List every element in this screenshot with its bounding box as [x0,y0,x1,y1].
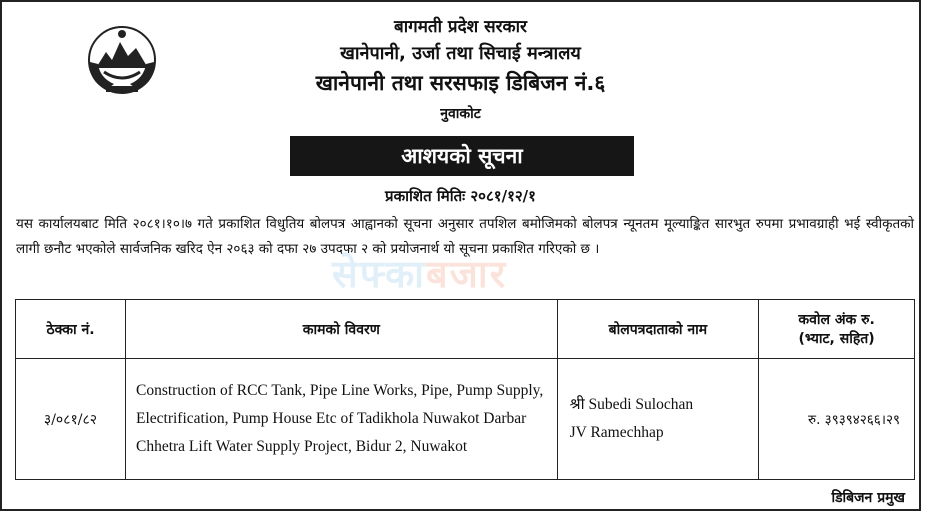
header-bidder: बोलपत्रदाताको नाम [557,300,759,359]
header-amount-line1: कवोल अंक रु. [798,312,875,328]
published-date: प्रकाशित मितिः २०८१/१२/१ [385,187,536,205]
tender-table [15,299,915,480]
notice-body: यस कार्यालयबाट मिति २०८१।१०।७ गते प्रकाशित विधुतिय बोलपत्र आह्वानको सूचना अनुसार तपशिल बमोजिमको बोलपत्र न्यूनतम मूल्याङ्कित सारभुत रुपमा प्रभावग्राही भई स्वीकृतको लागी छनौट भएकोले सार्वजनिक खरिद ऐन २०६३ को दफा २७ उपदफा २ को प्रयोजनार्थ यो सूचना प्रकाशित गरिएको छ । [16,216,914,257]
cell-bidder [557,359,759,480]
watermark-part-1: सेफ्का [332,252,426,296]
signature-title: डिबिजन प्रमुख [831,490,905,506]
cell-bidder-line2: JV Ramechhap [569,424,664,441]
watermark [332,247,507,299]
district-title: नुवाकोट [440,106,481,122]
notice-title-bar: आशयको सूचना [290,136,634,176]
province-government-title: बागमती प्रदेश सरकार [394,17,527,37]
header-amount-line2: (भ्याट, सहित) [798,331,875,347]
division-title: खानेपानी तथा सरसफाइ डिबिजन नं.६ [315,71,606,95]
header-description: कामको विवरण [125,300,557,359]
cell-bidder-line1: श्री Subedi Sulochan [569,396,694,413]
table-header-row [16,300,915,359]
watermark-part-2: बजार [425,252,508,296]
table-row [16,359,915,480]
cell-contract-no: ३/०८१/८२ [16,359,126,480]
header-contract-no: ठेक्का नं. [16,300,126,359]
cell-description: Construction of RCC Tank, Pipe Line Works, Pipe, Pump Supply, Electrification, Pump House Etc of Tadikhola Nuwakot Darbar Chhetra Lift Water Supply Project, Bidur 2, Nuwakot [125,359,557,480]
ministry-title: खानेपानी, उर्जा तथा सिचाई मन्त्रालय [340,43,581,64]
cell-amount: रु. ३९३९४२६६।२९ [759,359,915,480]
header-amount [759,300,915,359]
